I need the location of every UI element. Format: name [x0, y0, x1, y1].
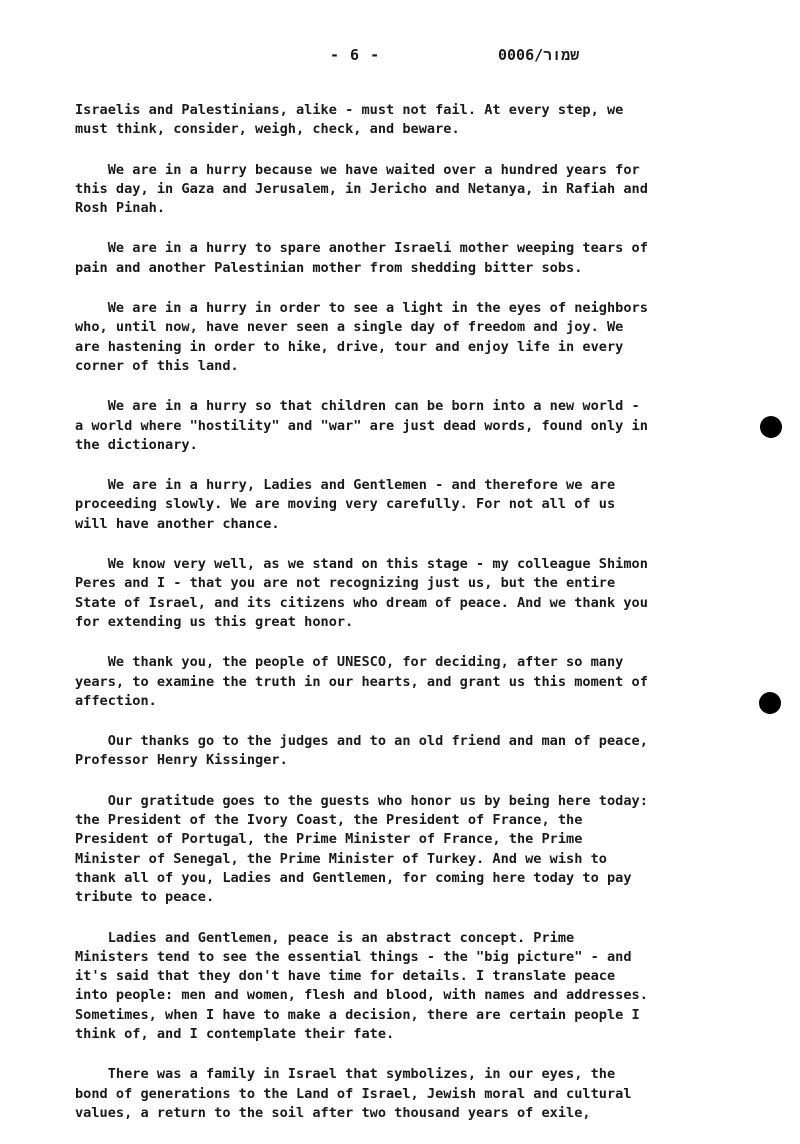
text-line: We know very well, as we stand on this stage - my colleague Shimon — [75, 556, 648, 573]
text-line: this day, in Gaza and Jerusalem, in Jericho and Netanya, in Rafiah and — [75, 180, 648, 197]
paragraph — [75, 101, 655, 140]
text-line: Peres and I - that you are not recognizing just us, but the entire — [75, 575, 616, 592]
text-line: pain and another Palestinian mother from shedding bitter sobs. — [75, 259, 583, 276]
page-number: - 6 - — [330, 46, 381, 64]
text-line: We are in a hurry to spare another Israeli mother weeping tears of — [75, 240, 648, 257]
reference-code: 0006/שמור — [498, 46, 580, 64]
text-line: years, to examine the truth in our hearts, and grant us this moment of — [75, 673, 648, 690]
text-line: into people: men and women, flesh and blood, with names and addresses. — [75, 987, 648, 1004]
text-line: tribute to peace. — [75, 889, 215, 906]
punch-hole-mark — [759, 692, 781, 714]
text-line: must think, consider, weigh, check, and beware. — [75, 121, 460, 138]
text-line: thank all of you, Ladies and Gentlemen, for coming here today to pay — [75, 869, 632, 886]
text-line: Sometimes, when I have to make a decision, there are certain people I — [75, 1006, 640, 1023]
text-line: Israelis and Palestinians, alike - must not fail. At every step, we — [75, 102, 624, 118]
paragraph — [75, 792, 655, 908]
paragraph — [75, 929, 655, 1045]
text-line: affection. — [75, 692, 157, 709]
text-line: Rosh Pinah. — [75, 200, 166, 217]
text-line: We are in a hurry because we have waited over a hundred years for — [75, 161, 640, 178]
paragraph — [75, 653, 655, 711]
text-line: We thank you, the people of UNESCO, for deciding, after so many — [75, 654, 624, 671]
text-line: a world where "hostility" and "war" are just dead words, found only in — [75, 417, 648, 434]
paragraph — [75, 397, 655, 455]
paragraph — [75, 1065, 655, 1123]
text-line: State of Israel, and its citizens who dream of peace. And we thank you — [75, 594, 648, 611]
text-line: Our gratitude goes to the guests who honor us by being here today: — [75, 792, 648, 809]
paragraph — [75, 161, 655, 219]
paragraph — [75, 239, 655, 278]
paragraph — [75, 732, 655, 771]
text-line: Ministers tend to see the essential things - the "big picture" - and — [75, 948, 632, 965]
text-line: Professor Henry Kissinger. — [75, 752, 288, 769]
text-line: We are in a hurry in order to see a light in the eyes of neighbors — [75, 300, 648, 317]
text-line: President of Portugal, the Prime Minister of France, the Prime — [75, 831, 583, 848]
document-body — [75, 101, 655, 1144]
text-line: We are in a hurry, Ladies and Gentlemen - and therefore we are — [75, 477, 616, 494]
text-line: Ladies and Gentlemen, peace is an abstract concept. Prime — [75, 929, 575, 946]
text-line: corner of this land. — [75, 357, 239, 374]
text-line: it's said that they don't have time for details. I translate peace — [75, 968, 616, 985]
text-line: will have another chance. — [75, 515, 280, 532]
text-line: the President of the Ivory Coast, the President of France, the — [75, 812, 583, 829]
text-line: bond of generations to the Land of Israel, Jewish moral and cultural — [75, 1085, 632, 1102]
text-line: for extending us this great honor. — [75, 613, 354, 630]
text-line: We are in a hurry so that children can be born into a new world - — [75, 398, 640, 415]
punch-hole-mark — [760, 416, 782, 438]
text-line: Minister of Senegal, the Prime Minister of Turkey. And we wish to — [75, 850, 607, 867]
paragraph — [75, 299, 655, 376]
paragraph — [75, 555, 655, 632]
paragraph — [75, 476, 655, 534]
text-line: Our thanks go to the judges and to an old friend and man of peace, — [75, 733, 648, 750]
text-line: the dictionary. — [75, 436, 198, 453]
text-line: proceeding slowly. We are moving very carefully. For not all of us — [75, 496, 616, 513]
text-line: There was a family in Israel that symbolizes, in our eyes, the — [75, 1066, 616, 1083]
text-line: think of, and I contemplate their fate. — [75, 1025, 395, 1042]
text-line: are hastening in order to hike, drive, tour and enjoy life in every — [75, 338, 624, 355]
text-line: values, a return to the soil after two thousand years of exile, — [75, 1104, 591, 1121]
text-line: who, until now, have never seen a single day of freedom and joy. We — [75, 319, 624, 336]
